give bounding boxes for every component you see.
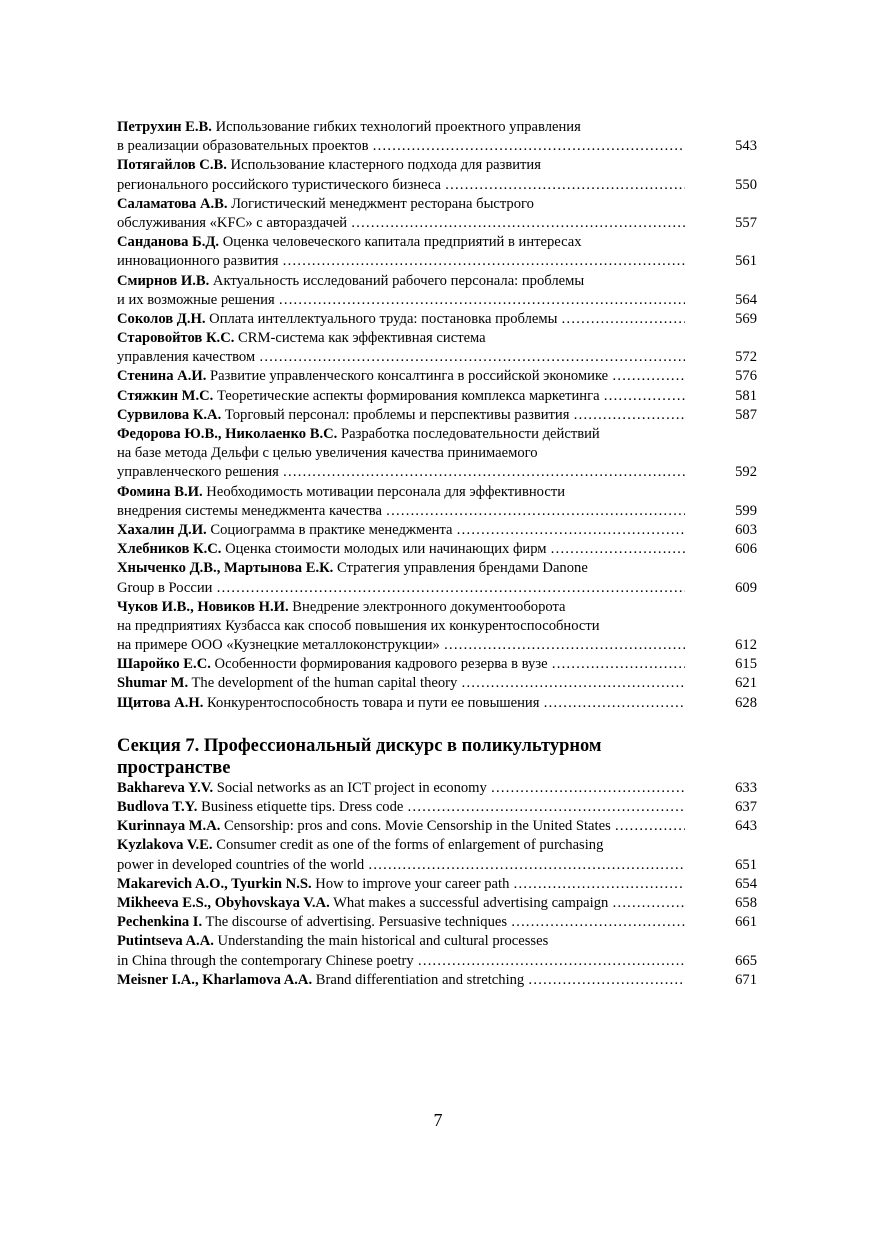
toc-entry-author: Санданова Б.Д. bbox=[117, 234, 220, 251]
toc-entry-author: Шаройко Е.С. bbox=[117, 656, 211, 673]
toc-entry-line bbox=[117, 598, 757, 617]
toc-entry-line bbox=[117, 971, 757, 990]
toc-entry-title: регионального российского туристического бизнеса bbox=[117, 176, 442, 193]
toc-entry-page: 658 bbox=[685, 894, 757, 913]
toc-entry-line bbox=[117, 655, 757, 674]
toc-entry[interactable] bbox=[117, 694, 757, 713]
toc-entry-title: Оценка стоимости молодых или начинающих фирм bbox=[225, 541, 547, 558]
toc-entry-title: Необходимость мотивации персонала для эффективности bbox=[206, 483, 566, 500]
toc-entry[interactable] bbox=[117, 118, 757, 156]
toc-entry-title: Использование гибких технологий проектного управления bbox=[215, 119, 581, 135]
toc-entry-page: 628 bbox=[685, 694, 757, 713]
toc-entry-title: внедрения системы менеджмента качества bbox=[117, 502, 382, 519]
toc-entry-title: Логистический менеджмент ресторана быстрого bbox=[231, 195, 534, 212]
toc-entry-title: Торговый персонал: проблемы и перспективы развития bbox=[224, 406, 570, 423]
toc-entry-title: The discourse of advertising. Persuasive techniques bbox=[205, 914, 508, 931]
toc-entry-line bbox=[117, 463, 757, 482]
toc-entry-line bbox=[117, 579, 757, 598]
toc-entry-title: Особенности формирования кадрового резерва в вузе bbox=[214, 656, 548, 673]
toc-entry-line bbox=[117, 836, 757, 855]
toc-entry-title: Censorship: pros and cons. Movie Censorship in the United States bbox=[224, 818, 611, 835]
toc-entry-line bbox=[117, 875, 757, 894]
toc-entry[interactable] bbox=[117, 233, 757, 271]
table-of-contents bbox=[117, 118, 757, 990]
toc-entry-author: Meisner I.A., Kharlamova A.A. bbox=[117, 971, 313, 988]
toc-entry-title: Business etiquette tips. Dress code bbox=[201, 799, 404, 815]
toc-entry-line bbox=[117, 559, 757, 578]
toc-entry-line bbox=[117, 894, 757, 913]
toc-entry-author: Старовойтов К.С. bbox=[117, 330, 235, 347]
toc-entry-title: in China through the contemporary Chinese poetry bbox=[117, 952, 414, 969]
toc-entry[interactable] bbox=[117, 406, 757, 425]
toc-entry[interactable] bbox=[117, 779, 757, 798]
toc-entry-title: на базе метода Дельфи с целью увеличения качества принимаемого bbox=[117, 445, 538, 462]
toc-entry-title: Understanding the main historical and cultural processes bbox=[217, 933, 549, 950]
toc-entry-title: Group в России bbox=[117, 579, 213, 596]
toc-entry-page: 606 bbox=[685, 540, 757, 559]
toc-entry-page: 603 bbox=[685, 521, 757, 540]
toc-entry-page: 569 bbox=[685, 310, 757, 329]
toc-entry-author: Хахалин Д.И. bbox=[117, 521, 207, 538]
toc-entry-title: обслуживания «KFC» с автораздачей bbox=[117, 214, 348, 231]
toc-entry-author: Budlova T.Y. bbox=[117, 799, 198, 815]
toc-entry-page: 643 bbox=[685, 817, 757, 836]
toc-entry-line bbox=[117, 636, 757, 655]
toc-entry-title: Оценка человеческого капитала предприятий в интересах bbox=[222, 234, 582, 251]
toc-entry-title: инновационного развития bbox=[117, 253, 279, 270]
toc-entry-line bbox=[117, 798, 757, 817]
toc-entry-page: 572 bbox=[685, 348, 757, 367]
toc-entry[interactable] bbox=[117, 387, 757, 406]
toc-entry-author: Shumar M. bbox=[117, 675, 189, 692]
toc-entry-page: 665 bbox=[685, 952, 757, 971]
toc-entry-line bbox=[117, 856, 757, 875]
toc-entry-author: Сурвилова К.А. bbox=[117, 406, 222, 423]
toc-entry-title: на предприятиях Кузбасса как способ повышения их конкурентоспособности bbox=[117, 617, 600, 634]
toc-entry-author: Чуков И.В., Новиков Н.И. bbox=[117, 598, 289, 615]
toc-entry-line bbox=[117, 406, 757, 425]
toc-entry-title: управления качеством bbox=[117, 349, 256, 366]
toc-entry[interactable] bbox=[117, 817, 757, 836]
toc-entry-line bbox=[117, 310, 757, 329]
toc-entry-author: Соколов Д.Н. bbox=[117, 310, 206, 327]
toc-entry-page: 612 bbox=[685, 636, 757, 655]
toc-entry-page: 654 bbox=[685, 875, 757, 894]
toc-entry-title: Разработка последовательности действий bbox=[340, 426, 600, 442]
toc-entry[interactable] bbox=[117, 310, 757, 329]
section-heading bbox=[117, 735, 757, 779]
toc-entry-title: Внедрение электронного документооборота bbox=[292, 598, 566, 615]
toc-entry-line bbox=[117, 329, 757, 348]
toc-entry-line bbox=[117, 674, 757, 693]
toc-entry-line bbox=[117, 444, 757, 463]
toc-entry[interactable] bbox=[117, 894, 757, 913]
toc-entry-line bbox=[117, 176, 757, 195]
toc-entry-line bbox=[117, 483, 757, 502]
toc-entry-line bbox=[117, 502, 757, 521]
toc-entry-title: на примере ООО «Кузнецкие металлоконструкции» bbox=[117, 637, 440, 654]
toc-entry-author: Стяжкин М.С. bbox=[117, 387, 214, 404]
toc-entry-page: 564 bbox=[685, 291, 757, 310]
toc-entry-page: 592 bbox=[685, 463, 757, 482]
toc-entry-line bbox=[117, 272, 757, 291]
toc-entry-title: What makes a successful advertising campaign bbox=[333, 894, 609, 911]
toc-entry-author: Хныченко Д.В., Мартынова Е.К. bbox=[117, 560, 334, 577]
toc-entry-author: Kyzlakova V.E. bbox=[117, 837, 213, 854]
toc-entry[interactable] bbox=[117, 559, 757, 597]
toc-entry-line bbox=[117, 540, 757, 559]
toc-entry-author: Хлебников К.С. bbox=[117, 541, 222, 558]
toc-entry-page: 651 bbox=[685, 856, 757, 875]
toc-entry[interactable] bbox=[117, 598, 757, 656]
toc-entry-title: Social networks as an ICT project in economy bbox=[216, 779, 487, 796]
toc-entry-author: Петрухин Е.В. bbox=[117, 119, 212, 135]
toc-entry-title: Consumer credit as one of the forms of enlargement of purchasing bbox=[216, 837, 604, 854]
toc-entry[interactable] bbox=[117, 913, 757, 932]
toc-entry[interactable] bbox=[117, 329, 757, 367]
toc-entry-title: Использование кластерного подхода для развития bbox=[230, 157, 541, 174]
toc-entry-page: 581 bbox=[685, 387, 757, 406]
toc-entry-author: Putintseva A.A. bbox=[117, 933, 214, 950]
toc-entry-author: Федорова Ю.В., Николаенко В.С. bbox=[117, 426, 338, 442]
toc-entry-title: Оплата интеллектуального труда: постановка проблемы bbox=[209, 310, 558, 327]
toc-entry[interactable] bbox=[117, 521, 757, 540]
toc-entry[interactable] bbox=[117, 156, 757, 194]
toc-entry[interactable] bbox=[117, 540, 757, 559]
toc-entry-title: Brand differentiation and stretching bbox=[315, 971, 525, 988]
toc-entry-line bbox=[117, 291, 757, 310]
toc-entry-page: 609 bbox=[685, 579, 757, 598]
toc-entry-line bbox=[117, 425, 757, 444]
toc-entry-author: Саламатова А.В. bbox=[117, 195, 228, 212]
toc-entry-line bbox=[117, 617, 757, 636]
toc-entry-page: 557 bbox=[685, 214, 757, 233]
toc-entry-page: 561 bbox=[685, 252, 757, 271]
toc-entry-author: Потягайлов С.В. bbox=[117, 157, 227, 174]
toc-entry-title: управленческого решения bbox=[117, 464, 279, 481]
toc-entry[interactable] bbox=[117, 932, 757, 970]
toc-entry[interactable] bbox=[117, 798, 757, 817]
toc-entry-title: The development of the human capital theory bbox=[191, 675, 458, 692]
toc-entry-page: 637 bbox=[685, 798, 757, 817]
toc-entry-title: Конкурентоспособность товара и пути ее повышения bbox=[207, 694, 540, 711]
toc-entry-title: power in developed countries of the world bbox=[117, 856, 365, 873]
toc-entry[interactable] bbox=[117, 425, 757, 483]
toc-entry-page: 599 bbox=[685, 502, 757, 521]
toc-entry[interactable] bbox=[117, 836, 757, 874]
toc-entry-line bbox=[117, 779, 757, 798]
toc-entry-author: Смирнов И.В. bbox=[117, 272, 210, 289]
toc-entry[interactable] bbox=[117, 971, 757, 990]
toc-entry-title: и их возможные решения bbox=[117, 291, 275, 308]
toc-entry[interactable] bbox=[117, 367, 757, 386]
toc-entry-author: Kurinnaya M.A. bbox=[117, 818, 221, 835]
toc-entry-line bbox=[117, 195, 757, 214]
toc-entry-line bbox=[117, 694, 757, 713]
toc-entry-line bbox=[117, 156, 757, 175]
toc-entry-title: в реализации образовательных проектов bbox=[117, 138, 369, 155]
toc-entry-title: Стратегия управления брендами Danone bbox=[336, 560, 588, 577]
toc-entry-title: How to improve your career path bbox=[315, 875, 510, 892]
toc-entry-page: 661 bbox=[685, 913, 757, 932]
toc-entry-title: Теоретические аспекты формирования комплекса маркетинга bbox=[216, 387, 600, 404]
toc-entry-line bbox=[117, 913, 757, 932]
toc-entry-line bbox=[117, 952, 757, 971]
toc-entry-author: Щитова А.Н. bbox=[117, 694, 204, 711]
page-number: 7 bbox=[433, 1110, 443, 1130]
toc-entry-page: 587 bbox=[685, 406, 757, 425]
toc-entry-line bbox=[117, 214, 757, 233]
toc-entry-title: Развитие управленческого консалтинга в российской экономике bbox=[210, 368, 609, 385]
toc-entry-author: Bakhareva Y.V. bbox=[117, 779, 214, 796]
toc-entry-title: Актуальность исследований рабочего персонала: проблемы bbox=[212, 272, 585, 289]
section-title: Секция 7. Профессиональный дискурс в поликультурном пространстве bbox=[117, 735, 602, 778]
toc-entry-author: Mikheeva E.S., Obyhovskaya V.A. bbox=[117, 894, 330, 911]
toc-entry-title: CRM-система как эффективная система bbox=[238, 330, 486, 347]
toc-entry[interactable] bbox=[117, 195, 757, 233]
toc-entry-title: Социограмма в практике менеджмента bbox=[210, 521, 453, 538]
toc-entry-line bbox=[117, 387, 757, 406]
toc-entry-page: 550 bbox=[685, 176, 757, 195]
toc-entry-line bbox=[117, 817, 757, 836]
toc-entry-line bbox=[117, 252, 757, 271]
toc-entry-author: Makarevich A.O., Tyurkin N.S. bbox=[117, 875, 312, 892]
toc-entry-author: Pechenkina I. bbox=[117, 914, 203, 931]
toc-entry-page: 621 bbox=[685, 674, 757, 693]
toc-entry-page: 576 bbox=[685, 367, 757, 386]
toc-entry-page: 543 bbox=[685, 137, 757, 156]
toc-entry-line bbox=[117, 932, 757, 951]
toc-entry-line bbox=[117, 233, 757, 252]
toc-entry[interactable] bbox=[117, 674, 757, 693]
toc-entry-page: 671 bbox=[685, 971, 757, 990]
toc-entry-line bbox=[117, 137, 757, 156]
toc-entry-line bbox=[117, 367, 757, 386]
toc-entry-page: 615 bbox=[685, 655, 757, 674]
toc-entry[interactable] bbox=[117, 875, 757, 894]
toc-entry[interactable] bbox=[117, 483, 757, 521]
toc-entry-author: Фомина В.И. bbox=[117, 483, 203, 500]
toc-entry-line bbox=[117, 521, 757, 540]
toc-entry-author: Стенина А.И. bbox=[117, 368, 207, 385]
toc-entry-line bbox=[117, 348, 757, 367]
toc-entry[interactable] bbox=[117, 272, 757, 310]
toc-entry-page: 633 bbox=[685, 779, 757, 798]
toc-entry-line bbox=[117, 118, 757, 137]
toc-entry[interactable] bbox=[117, 655, 757, 674]
